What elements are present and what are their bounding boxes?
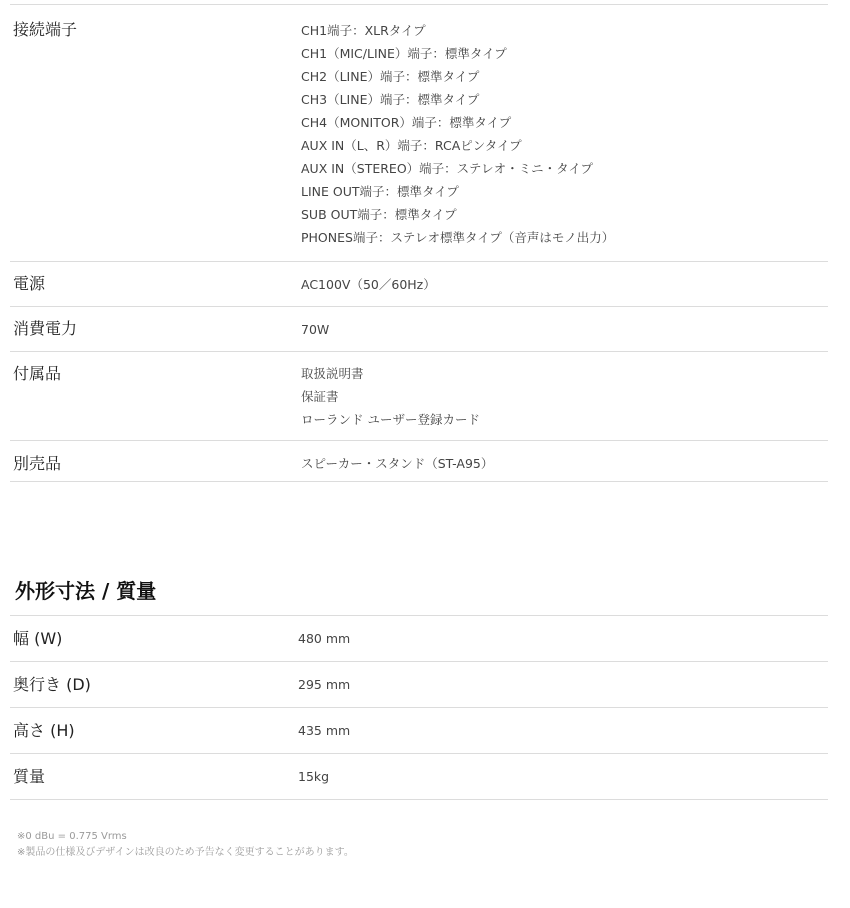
spec-label: 消費電力 [13,319,78,338]
spec-label: 高さ (H) [13,721,75,740]
spec-label: 電源 [13,274,46,293]
spec-label: 幅 (W) [13,629,63,648]
spec-value-line: ローランド ユーザー登録カード [301,412,480,427]
spec-value-line: 保証書 [301,389,339,404]
spec-value-line: CH3（LINE）端子：標準タイプ [301,92,480,107]
footnotes [17,829,354,860]
spec-value-line: CH2（LINE）端子：標準タイプ [301,69,480,84]
spec-row-depth [10,662,828,708]
spec-value-line: LINE OUT端子：標準タイプ [301,184,459,199]
spec-value: 70W [301,322,330,337]
spec-row-power-consumption [10,307,828,352]
spec-row-power [10,262,828,307]
dimensions-table [10,615,828,800]
spec-value-line: CH1（MIC/LINE）端子：標準タイプ [301,46,507,61]
spec-row-weight [10,754,828,800]
spec-value-line: AUX IN（L、R）端子：RCAピンタイプ [301,138,522,153]
spec-row-accessories [10,352,828,441]
spec-value: 435 mm [298,723,351,738]
spec-value-line: 取扱説明書 [301,366,364,381]
spec-value-line: SUB OUT端子：標準タイプ [301,207,457,222]
spec-value [301,5,828,262]
spec-value: 295 mm [298,677,351,692]
spec-value: 15kg [298,769,330,784]
section-title-dimensions: 外形寸法 / 質量 [15,579,157,603]
spec-value: 480 mm [298,631,351,646]
spec-label: 付属品 [13,364,62,383]
spec-label: 質量 [13,767,46,786]
spec-row-height [10,708,828,754]
spec-label: 奥行き (D) [13,675,91,694]
spec-value-line: PHONES端子：ステレオ標準タイプ（音声はモノ出力） [301,230,615,245]
spec-value-line: CH1端子：XLRタイプ [301,23,426,38]
spec-label: 接続端子 [13,20,78,39]
footnote: ※0 dBu = 0.775 Vrms [17,831,127,842]
spec-row-terminals [10,5,828,262]
spec-label: 別売品 [13,454,62,473]
spec-value: スピーカー・スタンド（ST-A95） [301,456,494,471]
spec-table [10,4,828,482]
spec-value: AC100V（50／60Hz） [301,277,436,292]
spec-value-line: CH4（MONITOR）端子：標準タイプ [301,115,512,130]
spec-row-width [10,616,828,662]
spec-value [301,352,828,441]
footnote: ※製品の仕様及びデザインは改良のため予告なく変更することがあります。 [17,846,354,858]
spec-row-options [10,441,828,482]
spec-value-line: AUX IN（STEREO）端子：ステレオ・ミニ・タイプ [301,161,594,176]
